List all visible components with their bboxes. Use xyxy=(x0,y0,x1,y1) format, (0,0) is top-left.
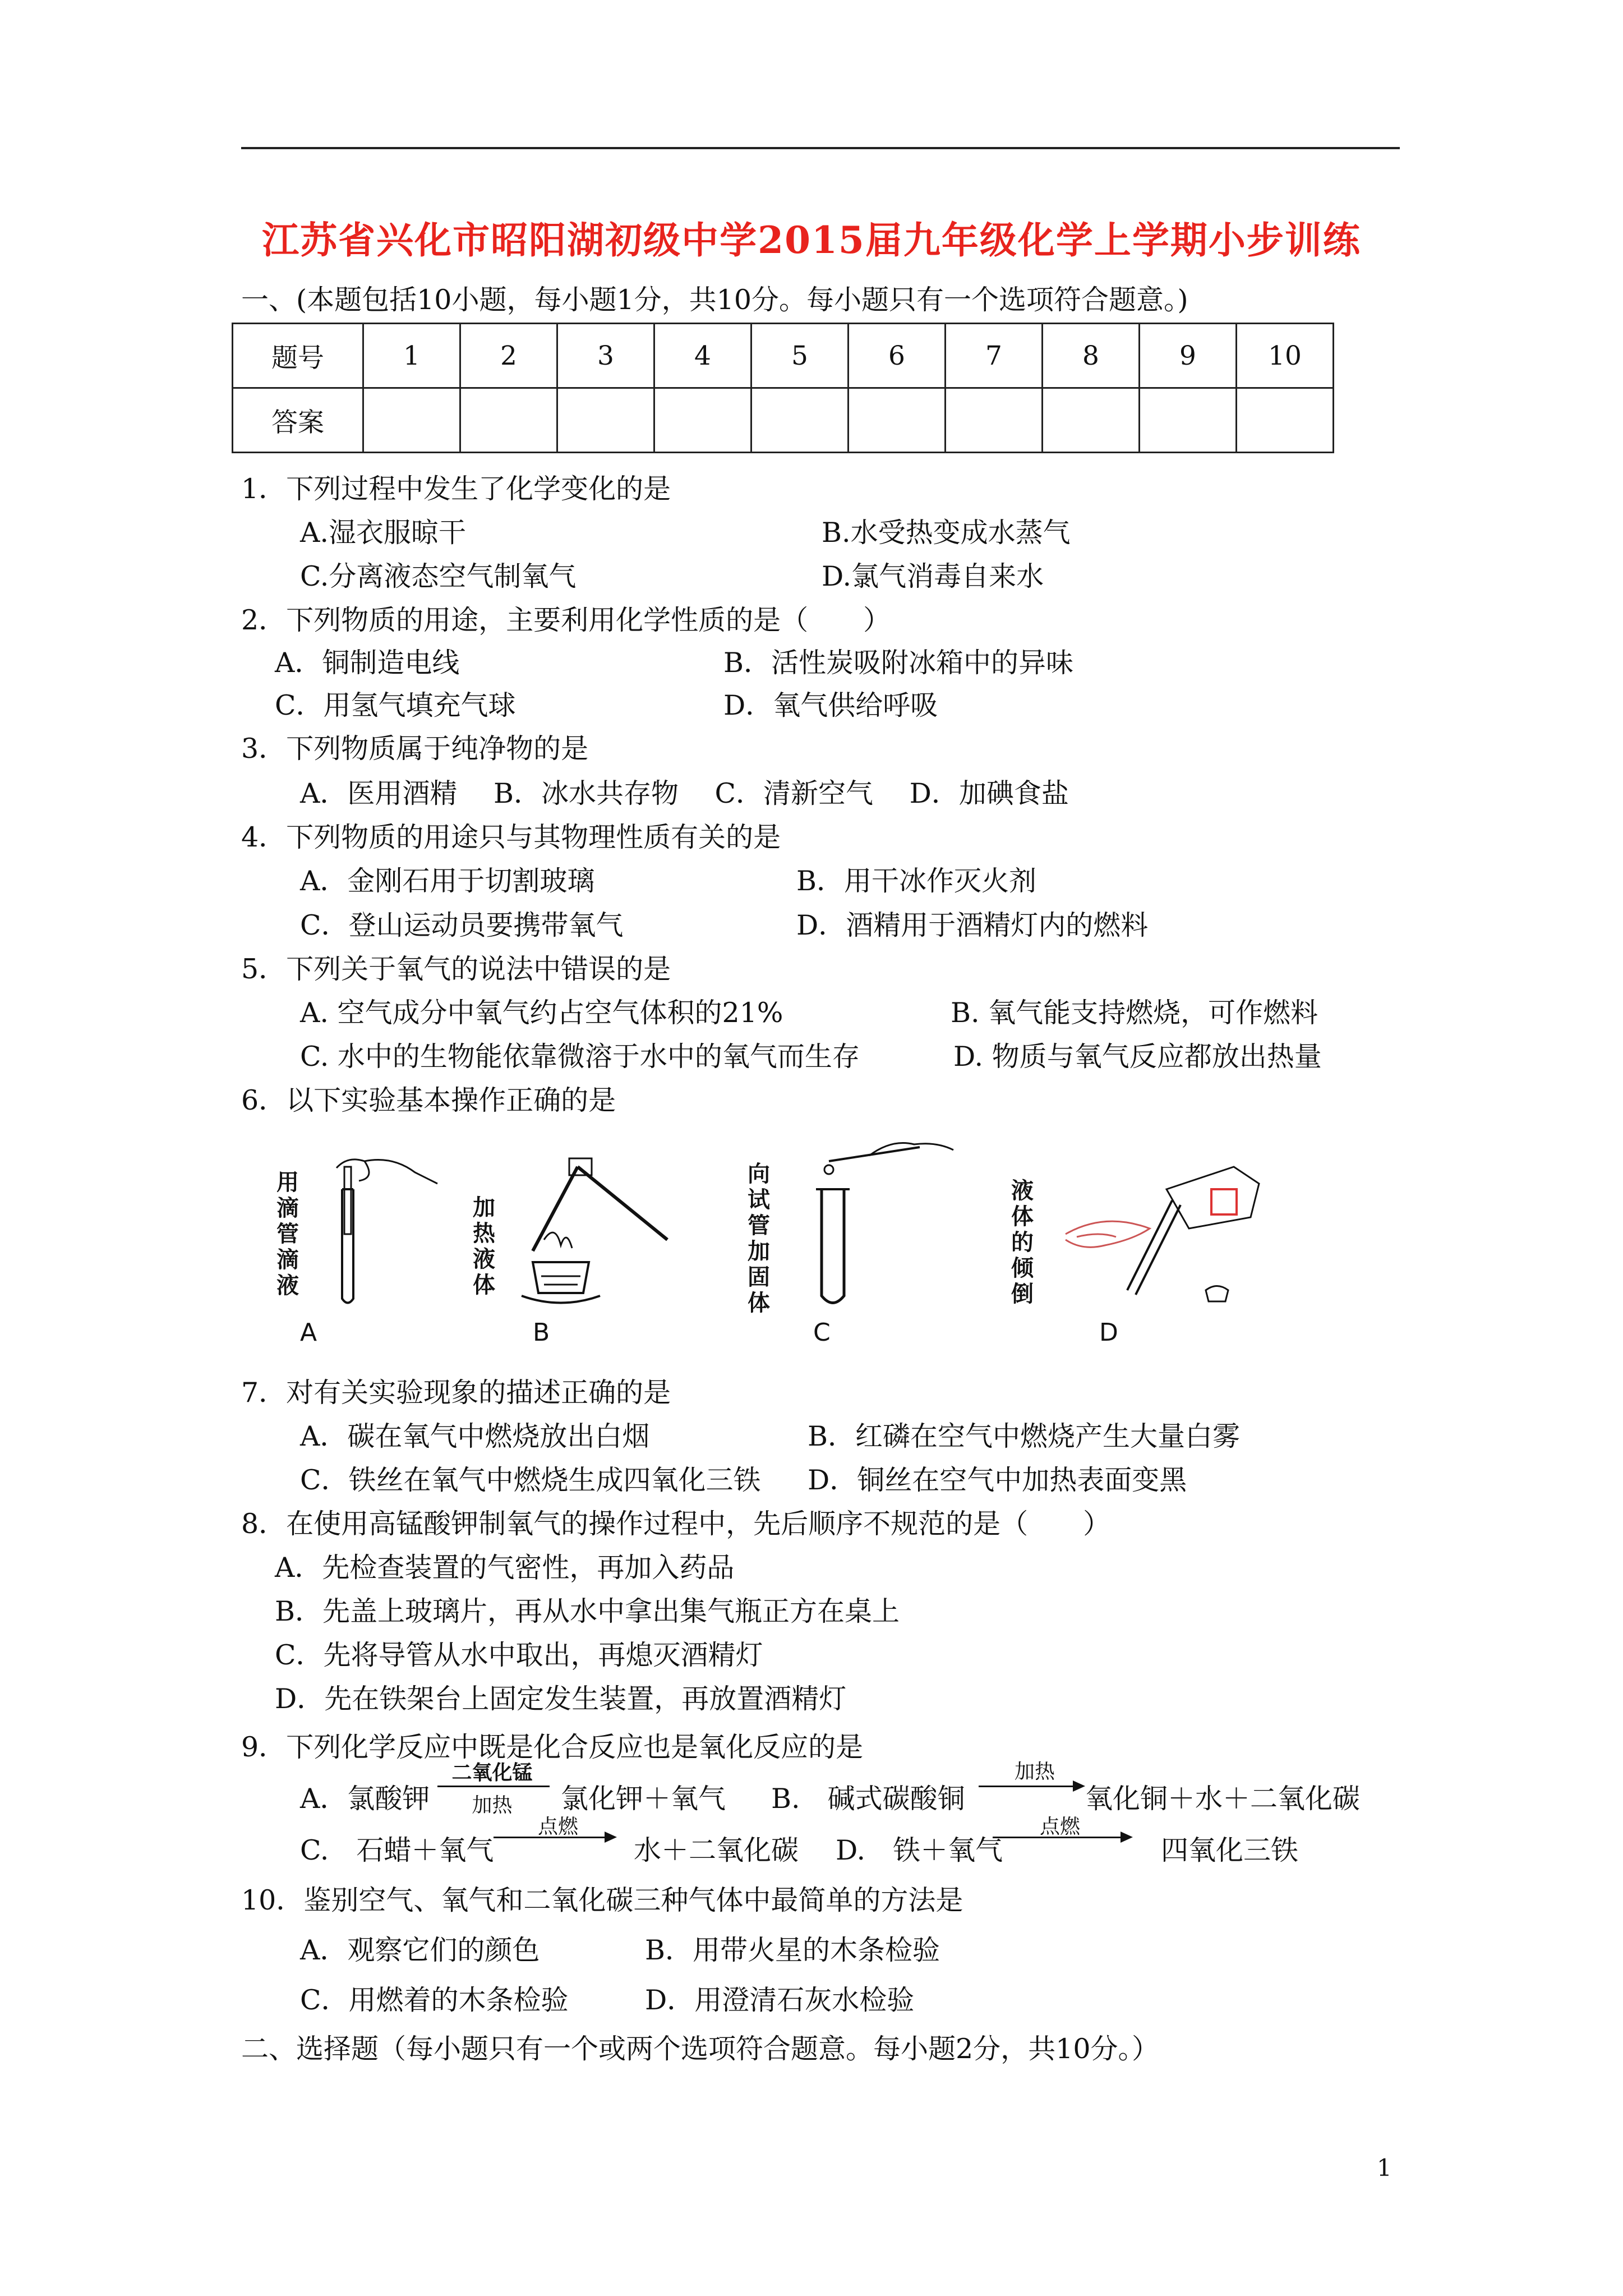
arrow-head-c xyxy=(605,1832,617,1843)
heating-illustration xyxy=(499,1156,684,1313)
question-5-stem: 5．下列关于氧气的说法中错误的是 xyxy=(241,953,671,985)
table-header-cell: 答案 xyxy=(233,388,363,453)
dropper-illustration xyxy=(303,1156,443,1313)
figure-a-letter: A xyxy=(300,1318,317,1347)
figure-b-caption: 加 热 液 体 xyxy=(473,1195,495,1298)
answer-cell[interactable] xyxy=(1237,388,1334,453)
page-number: 1 xyxy=(1377,2154,1392,2182)
reaction-arrow-a xyxy=(437,1786,550,1787)
question-9-stem: 9．下列化学反应中既是化合反应也是氧化反应的是 xyxy=(241,1731,864,1763)
question-10-option-c: C．用燃着的木条检验 xyxy=(300,1984,569,2016)
arrow-head-d xyxy=(1121,1832,1133,1843)
question-7-option-a: A．碳在氧气中燃烧放出白烟 xyxy=(300,1420,650,1452)
question-8-option-b: B．先盖上玻璃片，再从水中拿出集气瓶正方在桌上 xyxy=(275,1595,900,1627)
figure-a-caption: 用 滴 管 滴 液 xyxy=(276,1170,299,1299)
question-10-option-b: B．用带火星的木条检验 xyxy=(645,1934,940,1966)
answer-cell[interactable] xyxy=(1140,388,1237,453)
question-1-option-a: A.湿衣服晾干 xyxy=(300,517,466,549)
question-9-option-c-condition: 点燃 xyxy=(537,1815,578,1838)
question-9-option-d-product: 四氧化三铁 xyxy=(1161,1834,1299,1866)
question-2-stem: 2．下列物质的用途，主要利用化学性质的是（ ） xyxy=(241,604,891,636)
question-9-option-a-product: 氯化钾＋氧气 xyxy=(561,1783,726,1815)
question-9-option-a-catalyst: 二氧化锰 xyxy=(451,1761,533,1784)
question-3-options: A．医用酒精 B．冰水共存物 C．清新空气 D．加碘食盐 xyxy=(300,777,1069,809)
figure-c-caption: 向 试 管 加 固 体 xyxy=(748,1161,770,1316)
question-8-option-a: A．先检查装置的气密性，再加入药品 xyxy=(275,1552,735,1584)
question-5-option-b: B. 氧气能支持燃烧，可作燃料 xyxy=(951,997,1318,1029)
question-7-stem: 7．对有关实验现象的描述正确的是 xyxy=(241,1377,671,1409)
question-1-option-b: B.水受热变成水蒸气 xyxy=(822,517,1071,549)
question-1-stem: 1．下列过程中发生了化学变化的是 xyxy=(241,473,671,505)
section2-heading: 二、选择题（每小题只有一个或两个选项符合题意。每小题2分，共10分。） xyxy=(241,2033,1160,2065)
reaction-arrow-d xyxy=(993,1837,1122,1838)
figure-c-adding-solid xyxy=(746,1139,959,1346)
question-2-option-b: B．活性炭吸附冰箱中的异味 xyxy=(723,647,1074,679)
question-10-option-a: A．观察它们的颜色 xyxy=(300,1934,540,1966)
table-cell: 10 xyxy=(1237,324,1334,388)
figure-d-pouring-liquid xyxy=(1009,1156,1267,1346)
table-cell: 5 xyxy=(751,324,849,388)
question-7-option-b: B．红磷在空气中燃烧产生大量白雾 xyxy=(808,1420,1241,1452)
figure-b-letter: B xyxy=(533,1318,550,1347)
table-cell: 6 xyxy=(849,324,946,388)
table-cell: 3 xyxy=(557,324,654,388)
pouring-illustration xyxy=(1038,1156,1267,1313)
answer-cell[interactable] xyxy=(946,388,1043,453)
question-5-option-c: C. 水中的生物能依靠微溶于水中的氧气而生存 xyxy=(300,1041,860,1073)
question-3-stem: 3．下列物质属于纯净物的是 xyxy=(241,733,589,765)
question-2-option-d: D．氧气供给呼吸 xyxy=(723,689,938,721)
question-8-option-c: C．先将导管从水中取出，再熄灭酒精灯 xyxy=(275,1639,763,1671)
answer-cell[interactable] xyxy=(849,388,946,453)
question-9-option-b-product: 氧化铜＋水＋二氧化碳 xyxy=(1085,1783,1361,1815)
question-10-stem: 10．鉴别空气、氧气和二氧化碳三种气体中最简单的方法是 xyxy=(241,1884,963,1916)
figure-d-letter: D xyxy=(1099,1318,1118,1347)
answer-cell[interactable] xyxy=(654,388,751,453)
table-cell: 1 xyxy=(363,324,460,388)
question-10-option-d: D．用澄清石灰水检验 xyxy=(645,1984,915,2016)
figure-d-caption: 液 体 的 倾 倒 xyxy=(1011,1178,1034,1307)
figure-c-letter: C xyxy=(813,1318,831,1347)
question-8-option-d: D．先在铁架台上固定发生装置，再放置酒精灯 xyxy=(275,1683,847,1715)
figure-a-dropper xyxy=(275,1156,443,1346)
question-8-stem: 8．在使用高锰酸钾制氧气的操作过程中，先后顺序不规范的是（ ） xyxy=(241,1508,1111,1540)
answer-cell[interactable] xyxy=(1043,388,1140,453)
answer-cell[interactable] xyxy=(363,388,460,453)
question-5-option-a: A. 空气成分中氧气约占空气体积的21% xyxy=(300,997,783,1029)
reaction-arrow-c xyxy=(494,1837,606,1838)
table-cell: 4 xyxy=(654,324,751,388)
question-9-option-a-reactant: A．氯酸钾 xyxy=(300,1783,430,1815)
answer-cell[interactable] xyxy=(460,388,557,453)
question-2-option-a: A．铜制造电线 xyxy=(275,647,460,679)
page-title: 江苏省兴化市昭阳湖初级中学2015届九年级化学上学期小步训练 xyxy=(262,218,1361,262)
question-9-option-d-reactant: D. 铁＋氧气 xyxy=(836,1834,1003,1866)
question-9-option-d-condition: 点燃 xyxy=(1039,1815,1080,1838)
question-9-option-a-condition: 加热 xyxy=(472,1794,513,1817)
table-header-cell: 题号 xyxy=(233,324,363,388)
question-7-option-d: D．铜丝在空气中加热表面变黑 xyxy=(808,1464,1187,1496)
table-row xyxy=(233,388,1334,453)
question-2-option-c: C．用氢气填充气球 xyxy=(275,689,516,721)
table-cell: 8 xyxy=(1043,324,1140,388)
question-4-option-c: C．登山运动员要携带氧气 xyxy=(300,909,624,941)
header-rule xyxy=(241,147,1400,149)
arrow-head-b xyxy=(1073,1780,1085,1792)
question-1-option-d: D.氯气消毒自来水 xyxy=(822,560,1044,592)
question-9-option-b-condition: 加热 xyxy=(1014,1760,1055,1783)
section1-heading: 一、(本题包括10小题，每小题1分，共10分。每小题只有一个选项符合题意。) xyxy=(241,284,1188,316)
question-9-option-b-reactant: B. 碱式碳酸铜 xyxy=(771,1783,965,1815)
figure-b-heating-liquid xyxy=(471,1156,684,1346)
question-4-option-a: A．金刚石用于切割玻璃 xyxy=(300,865,595,897)
table-cell: 9 xyxy=(1140,324,1237,388)
question-4-option-d: D．酒精用于酒精灯内的燃料 xyxy=(796,909,1149,941)
reaction-arrow-b xyxy=(979,1786,1074,1787)
question-4-stem: 4．下列物质的用途只与其物理性质有关的是 xyxy=(241,821,781,853)
question-1-option-c: C.分离液态空气制氧气 xyxy=(300,560,577,592)
question-5-option-d: D. 物质与氧气反应都放出热量 xyxy=(953,1041,1322,1073)
question-9-option-c-reactant: C. 石蜡＋氧气 xyxy=(300,1834,494,1866)
table-cell: 2 xyxy=(460,324,557,388)
answer-cell[interactable] xyxy=(751,388,849,453)
question-7-option-c: C．铁丝在氧气中燃烧生成四氧化三铁 xyxy=(300,1464,761,1496)
question-4-option-b: B．用干冰作灭火剂 xyxy=(796,865,1037,897)
question-6-stem: 6．以下实验基本操作正确的是 xyxy=(241,1084,616,1116)
answer-table xyxy=(232,323,1334,453)
table-cell: 7 xyxy=(946,324,1043,388)
question-9-option-c-product: 水＋二氧化碳 xyxy=(634,1834,799,1866)
answer-cell[interactable] xyxy=(557,388,654,453)
table-row xyxy=(233,324,1334,388)
test-tube-illustration xyxy=(774,1139,959,1307)
